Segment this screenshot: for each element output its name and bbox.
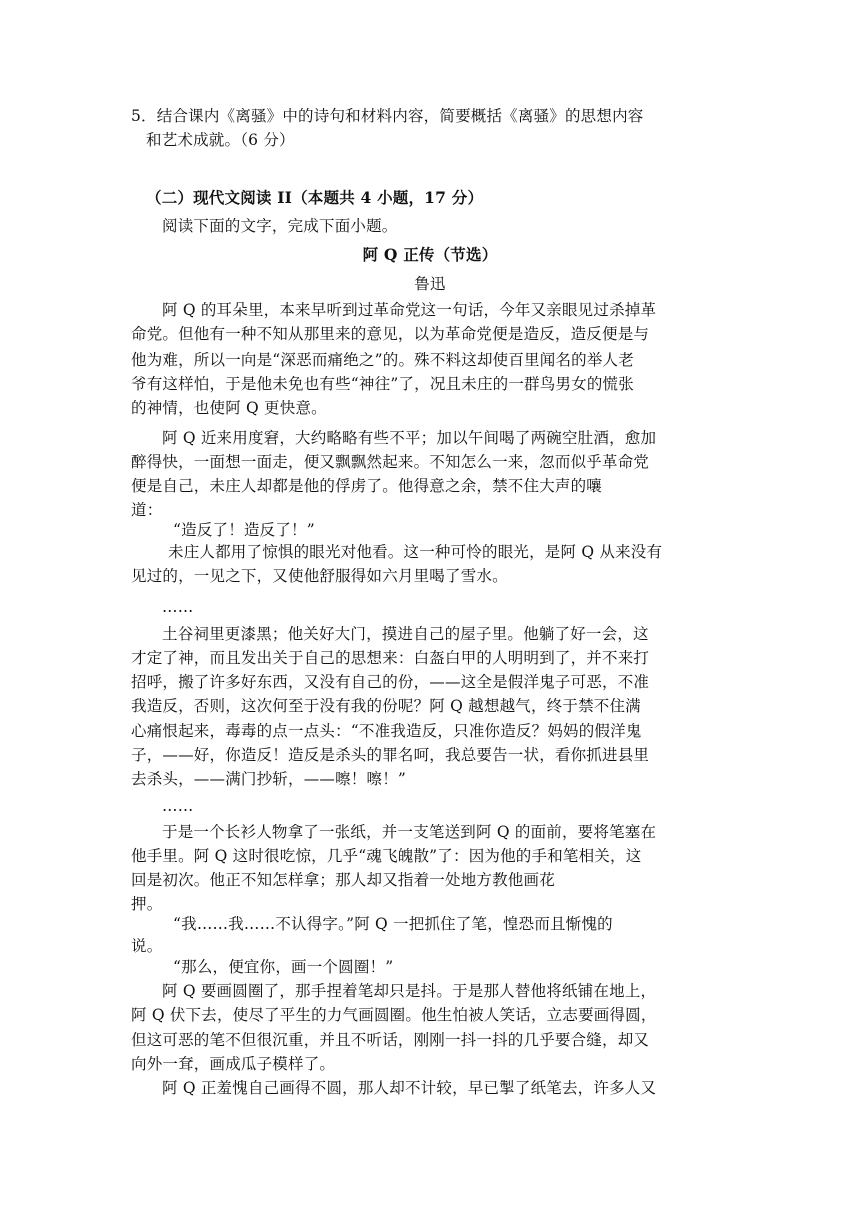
article-title: 阿 Q 正传（节选） bbox=[362, 245, 498, 264]
article-line: 去杀头，——满门抄斩，——嚓！嚓！” bbox=[131, 770, 407, 788]
article-line: 招呼，搬了许多好东西，又没有自己的份，——这全是假洋鬼子可恶，不准 bbox=[131, 673, 650, 691]
question-5-line-1: 5．结合课内《离骚》中的诗句和材料内容，简要概括《离骚》的思想内容 bbox=[131, 107, 644, 125]
ellipsis: …… bbox=[162, 598, 194, 616]
article-line: 向外一耷，画成瓜子模样了。 bbox=[131, 1055, 336, 1073]
section-instruction: 阅读下面的文字，完成下面小题。 bbox=[162, 217, 398, 235]
article-line: 心痛恨起来，毒毒的点一点头：“不准我造反，只准你造反？妈妈的假洋鬼 bbox=[131, 722, 642, 740]
article-line: “我……我……不认得字。”阿 Q 一把抓住了笔，惶恐而且惭愧的 bbox=[173, 915, 613, 933]
article-line: “造反了！造反了！” bbox=[173, 521, 315, 539]
article-line: “那么，便宜你，画一个圆圈！” bbox=[173, 958, 394, 976]
article-line: 我造反，否则，这次何至于没有我的份呢？阿 Q 越想越气，终于禁不住满 bbox=[131, 697, 641, 715]
section-heading: （二）现代文阅读 II（本题共 4 小题，17 分） bbox=[146, 188, 484, 207]
article-author: 鲁迅 bbox=[414, 275, 446, 293]
article-line: 的神情，也使阿 Q 更快意。 bbox=[131, 399, 327, 417]
question-5-line-2: 和艺术成就。（6 分） bbox=[146, 131, 295, 149]
article-line: 阿 Q 正羞愧自己画得不圆，那人却不计较，早已掣了纸笔去，许多人又 bbox=[162, 1079, 657, 1097]
article-line: 才定了神，而且发出关于自己的思想来：白盔白甲的人明明到了，并不来打 bbox=[131, 649, 650, 667]
article-line: 见过的，一见之下，又使他舒服得如六月里喝了雪水。 bbox=[131, 567, 508, 585]
article-line: 阿 Q 伏下去，使尽了平生的力气画圆圈。他生怕被人笑话，立志要画得圆， bbox=[131, 1006, 657, 1024]
ellipsis: …… bbox=[162, 797, 194, 815]
article-line: 他手里。阿 Q 这时很吃惊，几乎“魂飞魄散”了：因为他的手和笔相关，这 bbox=[131, 847, 642, 865]
article-line: 回是初次。他正不知怎样拿；那人却又指着一处地方教他画花 bbox=[131, 871, 555, 889]
article-line: 但这可恶的笔不但很沉重，并且不听话，刚刚一抖一抖的几乎要合缝，却又 bbox=[131, 1031, 650, 1049]
article-line: 阿 Q 的耳朵里，本来早听到过革命党这一句话，今年又亲眼见过杀掉革 bbox=[162, 301, 657, 319]
article-line: 说。 bbox=[131, 937, 163, 955]
article-line: 子，——好，你造反！造反是杀头的罪名呵，我总要告一状，看你抓进县里 bbox=[131, 746, 650, 764]
article-line: 阿 Q 近来用度窘，大约略略有些不平；加以午间喝了两碗空肚酒，愈加 bbox=[162, 429, 657, 447]
article-line: 土谷祠里更漆黑；他关好大门，摸进自己的屋子里。他躺了好一会，这 bbox=[162, 625, 649, 643]
article-line: 醉得快，一面想一面走，便又飘飘然起来。不知怎么一来，忽而似乎革命党 bbox=[131, 453, 650, 471]
article-line: 命党。但他有一种不知从那里来的意见，以为革命党便是造反，造反便是与 bbox=[131, 325, 650, 343]
article-line: 阿 Q 要画圆圈了，那手捏着笔却只是抖。于是那人替他将纸铺在地上， bbox=[162, 982, 657, 1000]
article-line: 便是自己，未庄人却都是他的俘虏了。他得意之余，禁不住大声的嚷 bbox=[131, 477, 603, 495]
article-line: 未庄人都用了惊惧的眼光对他看。这一种可怜的眼光，是阿 Q 从来没有 bbox=[168, 543, 663, 561]
article-line: 于是一个长衫人物拿了一张纸，并一支笔送到阿 Q 的面前，要将笔塞在 bbox=[162, 823, 657, 841]
article-line: 他为难，所以一向是“深恶而痛绝之”的。殊不料这却使百里闻名的举人老 bbox=[131, 351, 634, 369]
article-line: 爷有这样怕，于是他未免也有些“神往”了，况且未庄的一群鸟男女的慌张 bbox=[131, 375, 634, 393]
article-line: 道： bbox=[131, 501, 163, 519]
article-line: 押。 bbox=[131, 895, 163, 913]
